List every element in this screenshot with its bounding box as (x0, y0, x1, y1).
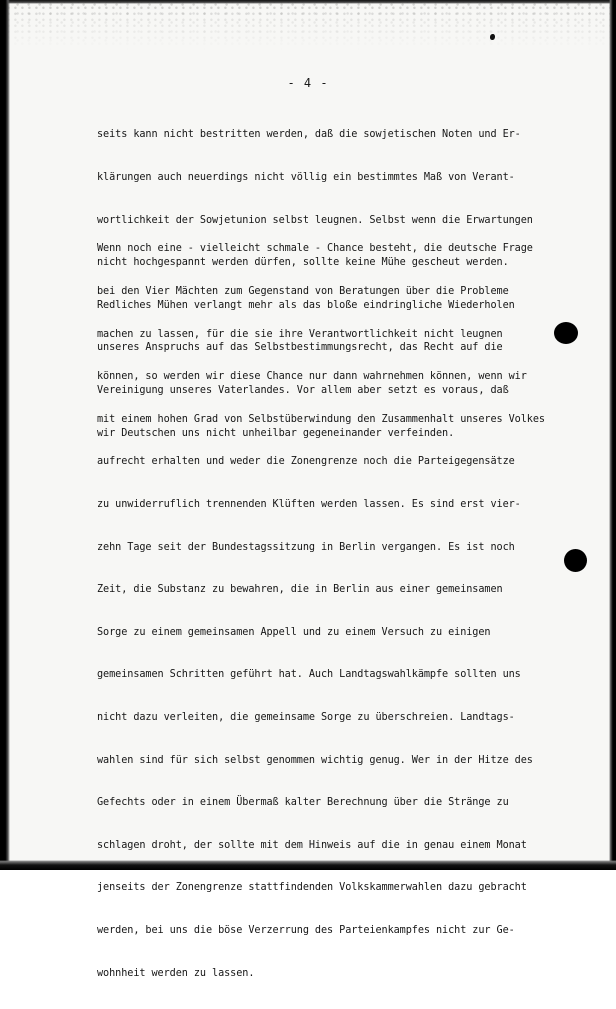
text-line: jenseits der Zonengrenze stattfindenden Volkskammerwahlen dazu gebracht (97, 882, 527, 894)
text-line: schlagen droht, der sollte mit dem Hinweis auf die in genau einem Monat (97, 839, 527, 851)
punch-hole-upper (554, 322, 578, 344)
text-line: Zeit, die Substanz zu bewahren, die in Berlin aus einer gemeinsamen (97, 584, 503, 596)
scan-border-right (609, 0, 616, 870)
text-line: wahlen sind für sich selbst genommen wichtig genug. Wer in der Hitze des (97, 754, 533, 766)
text-line: können, so werden wir diese Chance nur dann wahrnehmen können, wenn wir (97, 371, 527, 383)
text-line: mit einem hohen Grad von Selbstüberwindung den Zusammenhalt unseres Volkes (97, 413, 545, 425)
text-line: zehn Tage seit der Bundestagssitzung in Berlin vergangen. Es ist noch (97, 541, 515, 553)
punch-hole-lower (564, 549, 587, 572)
text-line: klärungen auch neuerdings nicht völlig ein bestimmtes Maß von Verant- (97, 172, 515, 183)
text-line: nicht dazu verleiten, die gemeinsame Sorge zu überschreien. Landtags- (97, 711, 515, 723)
text-line: machen zu lassen, für die sie ihre Verantwortlichkeit nicht leugnen (97, 328, 503, 340)
text-line: Gefechts oder in einem Übermaß kalter Berechnung über die Stränge zu (97, 797, 509, 809)
text-line: gemeinsamen Schritten geführt hat. Auch Landtagswahlkämpfe sollten uns (97, 669, 521, 681)
page-number: - 4 - (287, 76, 329, 90)
text-line: wortlichkeit der Sowjetunion selbst leugnen. Selbst wenn die Erwartungen (97, 214, 533, 226)
text-line: Sorge zu einem gemeinsamen Appell und zu einem Versuch zu einigen (97, 626, 491, 638)
ink-mark (490, 34, 495, 40)
text-line: aufrecht erhalten und weder die Zonengrenze noch die Parteigegensätze (97, 456, 515, 468)
paragraph-2 (97, 214, 545, 1009)
text-line: Wenn noch eine - vielleicht schmale - Chance besteht, die deutsche Frage (97, 243, 533, 255)
text-line: bei den Vier Mächten zum Gegenstand von Beratungen über die Probleme (97, 286, 509, 297)
text-line: seits kann nicht bestritten werden, daß die sowjetischen Noten und Er- (97, 129, 521, 141)
text-line: Vereinigung unseres Vaterlandes. Vor allem aber setzt es voraus, daß (97, 384, 509, 396)
text-line: unseres Anspruchs auf das Selbstbestimmungsrecht, das Recht auf die (97, 342, 503, 354)
text-line: Redliches Mühen verlangt mehr als das bloße eindringliche Wiederholen (97, 299, 515, 311)
text-line: wohnheit werden zu lassen. (97, 967, 255, 979)
text-line: nicht hochgespannt werden dürfen, sollte keine Mühe gescheut werden. (97, 257, 509, 269)
scan-noise (0, 0, 616, 50)
text-line: zu unwiderruflich trennenden Klüften werden lassen. Es sind erst vier- (97, 498, 521, 510)
scan-border-top (0, 0, 616, 4)
text-line: wir Deutschen uns nicht unheilbar gegeneinander verfeinden. (97, 427, 455, 439)
scan-border-left (0, 0, 10, 870)
text-line: werden, bei uns die böse Verzerrung des Parteienkampfes nicht zur Ge- (97, 924, 515, 936)
